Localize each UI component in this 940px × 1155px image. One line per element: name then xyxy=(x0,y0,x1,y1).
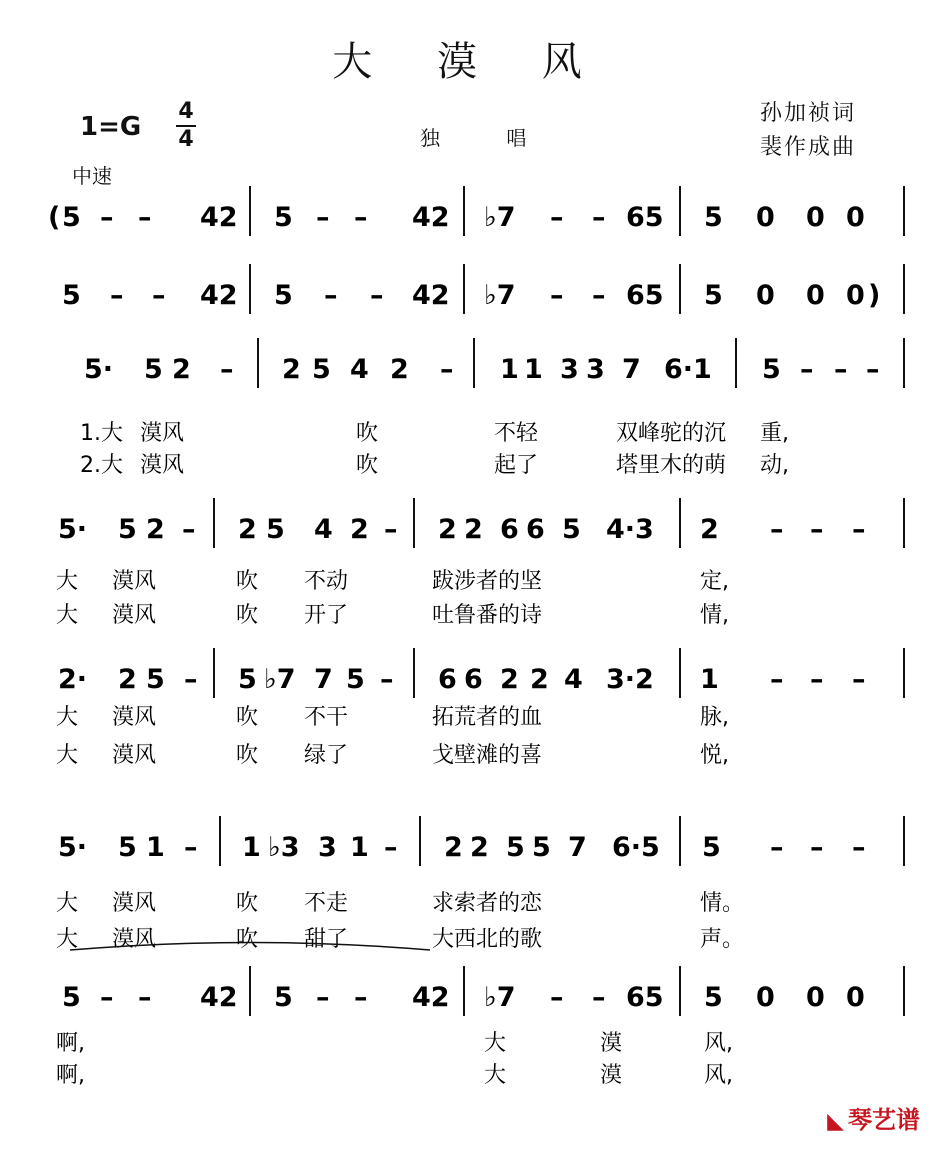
note: – xyxy=(324,280,338,311)
performance-mode: 独 唱 xyxy=(420,126,557,150)
note: – xyxy=(220,354,234,385)
lyric-text: 大西北的歌 xyxy=(432,927,543,952)
note: 5 xyxy=(266,514,285,545)
note: 0 xyxy=(756,202,775,233)
composer-credit: 裴作成曲 xyxy=(760,135,857,160)
lyric-text: 大 xyxy=(56,743,79,768)
note: 1 xyxy=(350,832,369,863)
note: 5 xyxy=(704,982,723,1013)
note: 0 xyxy=(806,202,825,233)
note: – xyxy=(380,664,394,695)
note: – xyxy=(852,514,866,545)
note: 1 xyxy=(700,664,719,695)
time-signature-bottom: 4 xyxy=(178,127,194,152)
note: 0 xyxy=(846,280,865,311)
note: – xyxy=(592,202,606,233)
note: 42 xyxy=(412,982,450,1013)
lyric-text: 拓荒者的血 xyxy=(432,705,543,730)
lyric-text: 2.大 xyxy=(80,453,123,478)
note: 7 xyxy=(314,664,333,695)
song-title: 大 漠 风 xyxy=(332,39,608,85)
note: 5 xyxy=(274,982,293,1013)
key-signature: 1=G xyxy=(80,112,142,142)
note: – xyxy=(866,354,880,385)
note: ♭7 xyxy=(484,202,516,233)
note: 3 xyxy=(586,354,605,385)
note: 4 xyxy=(350,354,369,385)
time-signature-top: 4 xyxy=(178,99,194,124)
note: – xyxy=(182,514,196,545)
note: – xyxy=(550,982,564,1013)
lyric-text: 重, xyxy=(760,421,789,446)
lyric-text: 漠风 xyxy=(112,927,157,952)
lyric-text: 漠风 xyxy=(140,453,185,478)
note: 5· xyxy=(84,354,114,385)
note: 1 xyxy=(500,354,519,385)
note: – xyxy=(550,280,564,311)
note: – xyxy=(152,280,166,311)
note: 42 xyxy=(412,202,450,233)
note: ) xyxy=(868,280,881,311)
note: – xyxy=(592,982,606,1013)
lyric-text: 漠 xyxy=(600,1031,623,1056)
lyric-text: 动, xyxy=(760,453,789,478)
note: 2 xyxy=(282,354,301,385)
lyric-text: 啊, xyxy=(56,1063,85,1088)
note: 5 xyxy=(62,982,81,1013)
publisher-logo xyxy=(827,1100,920,1135)
lyric-text: 风, xyxy=(704,1063,733,1088)
note: 2 xyxy=(500,664,519,695)
note: 7 xyxy=(622,354,641,385)
note: 0 xyxy=(806,280,825,311)
note: – xyxy=(370,280,384,311)
lyric-text: 漠 xyxy=(600,1063,623,1088)
note: – xyxy=(770,664,784,695)
lyric-text: 定, xyxy=(700,569,729,594)
note: – xyxy=(852,832,866,863)
note: – xyxy=(110,280,124,311)
note: 7 xyxy=(568,832,587,863)
lyric-text: 起了 xyxy=(494,453,539,478)
note: 42 xyxy=(200,202,238,233)
lyric-text: 大 xyxy=(56,927,79,952)
note: 5 xyxy=(146,664,165,695)
lyric-text: 大 xyxy=(484,1063,507,1088)
note: 5 xyxy=(562,514,581,545)
note: – xyxy=(184,832,198,863)
note: 2 xyxy=(350,514,369,545)
note: – xyxy=(100,982,114,1013)
note: 2· xyxy=(58,664,88,695)
note: 4·3 xyxy=(606,514,654,545)
lyric-text: 啊, xyxy=(56,1031,85,1056)
lyric-text: 脉, xyxy=(700,705,729,730)
lyric-text: 双峰驼的沉 xyxy=(616,421,727,446)
note: – xyxy=(384,514,398,545)
lyric-text: 大 xyxy=(56,891,79,916)
note: 2 xyxy=(118,664,137,695)
note: 0 xyxy=(806,982,825,1013)
note: – xyxy=(550,202,564,233)
note: 5 xyxy=(62,202,81,233)
lyric-text: 情。 xyxy=(700,891,745,916)
note: 42 xyxy=(200,280,238,311)
note: – xyxy=(800,354,814,385)
note: 6 xyxy=(500,514,519,545)
note: 6 xyxy=(438,664,457,695)
note: ♭7 xyxy=(484,280,516,311)
lyric-text: 大 xyxy=(56,603,79,628)
note: 5 xyxy=(532,832,551,863)
note: 42 xyxy=(200,982,238,1013)
note: 5 xyxy=(704,280,723,311)
logo-icon: ◣ xyxy=(827,1109,844,1134)
note: 0 xyxy=(846,982,865,1013)
note: ♭7 xyxy=(264,664,296,695)
lyric-text: 吹 xyxy=(236,705,259,730)
lyric-text: 1.大 xyxy=(80,421,123,446)
note: 65 xyxy=(626,280,664,311)
note: 5 xyxy=(312,354,331,385)
note: 2 xyxy=(470,832,489,863)
lyric-text: 大 xyxy=(56,705,79,730)
note: 6 xyxy=(464,664,483,695)
note: 2 xyxy=(146,514,165,545)
lyric-text: 漠风 xyxy=(112,603,157,628)
note: 5 xyxy=(62,280,81,311)
lyric-text: 悦, xyxy=(700,743,729,768)
note: – xyxy=(100,202,114,233)
note: – xyxy=(316,982,330,1013)
lyric-text: 不轻 xyxy=(494,421,539,446)
lyric-text: 甜了 xyxy=(304,927,349,952)
note: ♭3 xyxy=(268,832,300,863)
note: 0 xyxy=(756,280,775,311)
note: 2 xyxy=(530,664,549,695)
lyric-text: 吹 xyxy=(236,603,259,628)
lyricist-credit: 孙加祯词 xyxy=(760,101,857,126)
lyric-text: 漠风 xyxy=(112,743,157,768)
lyric-text: 大 xyxy=(56,569,79,594)
lyric-text: 风, xyxy=(704,1031,733,1056)
note: – xyxy=(138,202,152,233)
lyric-text: 漠风 xyxy=(112,705,157,730)
logo-text: 琴艺谱 xyxy=(848,1106,920,1134)
note: 5 xyxy=(118,514,137,545)
note: 1 xyxy=(146,832,165,863)
note: – xyxy=(440,354,454,385)
note: 42 xyxy=(412,280,450,311)
note: 5 xyxy=(274,280,293,311)
lyric-text: 漠风 xyxy=(112,891,157,916)
note: 5 xyxy=(506,832,525,863)
lyric-text: 不走 xyxy=(304,891,349,916)
note: 4 xyxy=(314,514,333,545)
note: – xyxy=(810,664,824,695)
lyric-text: 吹 xyxy=(236,569,259,594)
note: – xyxy=(384,832,398,863)
lyric-text: 吐鲁番的诗 xyxy=(432,603,543,628)
note: 3 xyxy=(318,832,337,863)
note: – xyxy=(354,982,368,1013)
lyric-text: 吹 xyxy=(236,927,259,952)
note: – xyxy=(592,280,606,311)
note: – xyxy=(184,664,198,695)
note: 5 xyxy=(238,664,257,695)
lyric-text: 求索者的恋 xyxy=(432,891,543,916)
note: 2 xyxy=(700,514,719,545)
lyric-text: 开了 xyxy=(304,603,349,628)
note: 3 xyxy=(560,354,579,385)
note: 5 xyxy=(762,354,781,385)
lyric-text: 声。 xyxy=(700,927,745,952)
note: 0 xyxy=(756,982,775,1013)
lyric-text: 戈壁滩的喜 xyxy=(432,743,543,768)
lyric-text: 吹 xyxy=(356,453,379,478)
lyric-text: 漠风 xyxy=(140,421,185,446)
note: 2 xyxy=(438,514,457,545)
note: 5 xyxy=(144,354,163,385)
note: 2 xyxy=(444,832,463,863)
note: – xyxy=(810,514,824,545)
tempo-marking: 中速 xyxy=(72,164,112,188)
note: 65 xyxy=(626,202,664,233)
lyric-text: 跋涉者的坚 xyxy=(432,569,543,594)
note: 0 xyxy=(846,202,865,233)
note: – xyxy=(770,832,784,863)
lyric-text: 大 xyxy=(484,1031,507,1056)
note: ( xyxy=(48,202,61,233)
note: 5 xyxy=(704,202,723,233)
note: 5· xyxy=(58,514,88,545)
lyric-text: 绿了 xyxy=(304,743,349,768)
note: – xyxy=(138,982,152,1013)
note: 1 xyxy=(524,354,543,385)
note: – xyxy=(834,354,848,385)
note: 5 xyxy=(346,664,365,695)
lyric-text: 不干 xyxy=(304,705,349,730)
note: 5 xyxy=(274,202,293,233)
note: – xyxy=(770,514,784,545)
note: – xyxy=(810,832,824,863)
note: 2 xyxy=(172,354,191,385)
lyric-text: 吹 xyxy=(236,743,259,768)
note: – xyxy=(852,664,866,695)
note: 2 xyxy=(238,514,257,545)
note: – xyxy=(316,202,330,233)
note: 4 xyxy=(564,664,583,695)
note: 1 xyxy=(242,832,261,863)
lyric-text: 不动 xyxy=(304,569,349,594)
lyric-text: 吹 xyxy=(356,421,379,446)
note: 5 xyxy=(702,832,721,863)
note: ♭7 xyxy=(484,982,516,1013)
lyric-text: 漠风 xyxy=(112,569,157,594)
note: – xyxy=(354,202,368,233)
note: 2 xyxy=(464,514,483,545)
lyric-text: 吹 xyxy=(236,891,259,916)
lyric-text: 情, xyxy=(700,603,729,628)
note: 6 xyxy=(526,514,545,545)
note: 3·2 xyxy=(606,664,654,695)
note: 65 xyxy=(626,982,664,1013)
note: 6·5 xyxy=(612,832,660,863)
note: 2 xyxy=(390,354,409,385)
note: 5 xyxy=(118,832,137,863)
note: 6·1 xyxy=(664,354,712,385)
note: 5· xyxy=(58,832,88,863)
lyric-text: 塔里木的萌 xyxy=(616,453,727,478)
